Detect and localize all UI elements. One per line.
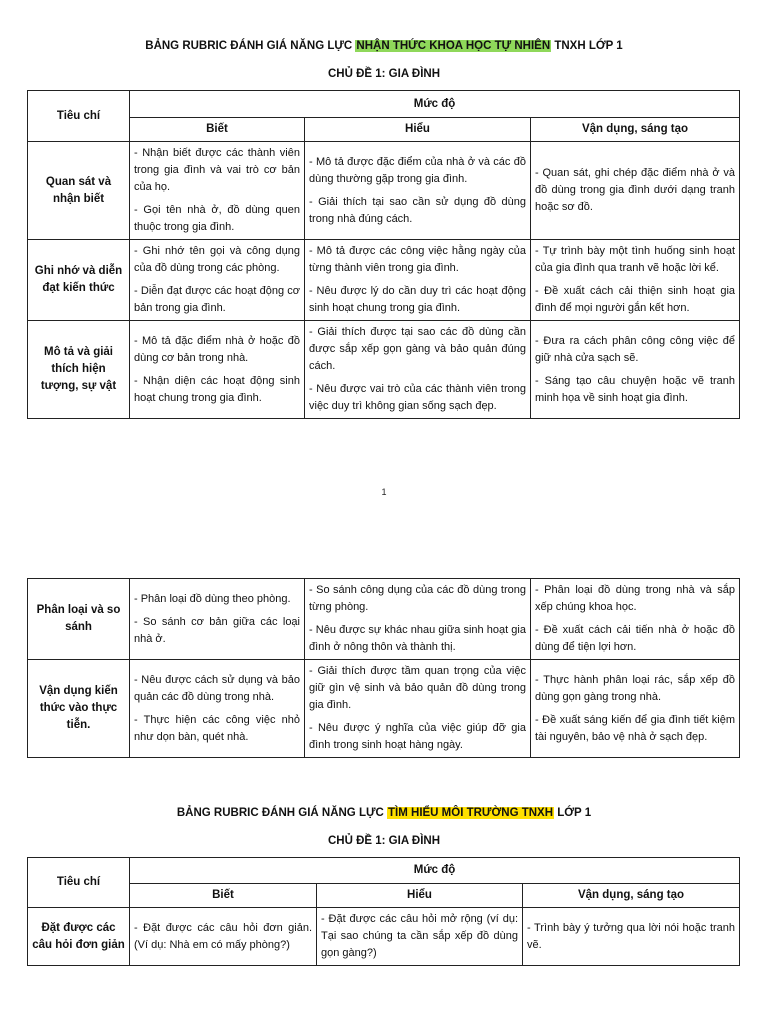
- descriptor-text: - Nêu được ý nghĩa của việc giúp đỡ gia đình trong sinh hoạt hàng ngày.: [309, 722, 526, 751]
- rubric-table-1-continued: [27, 578, 740, 758]
- table-2-body: [28, 908, 740, 966]
- apply-cell: [531, 142, 740, 240]
- apply-cell: [531, 321, 740, 419]
- header-criteria: Tiêu chí: [28, 91, 130, 142]
- header-level: Mức độ: [130, 858, 740, 884]
- know-cell: [130, 908, 317, 966]
- understand-cell: [305, 321, 531, 419]
- header-apply: Vận dụng, sáng tạo: [523, 884, 740, 908]
- topic-title-2: CHỦ ĐỀ 1: GIA ĐÌNH: [327, 835, 441, 847]
- header-criteria: Tiêu chí: [28, 858, 130, 908]
- descriptor-text: - Ghi nhớ tên gọi và công dụng của đồ dùng trong các phòng.: [134, 245, 300, 274]
- table-row: [28, 240, 740, 321]
- descriptor-text: - Đề xuất sáng kiến để gia đình tiết kiệm tài nguyên, bảo vệ nhà ở sạch đẹp.: [535, 713, 735, 743]
- table-row: [28, 908, 740, 966]
- know-cell: [130, 579, 305, 660]
- descriptor-text: - Đặt được các câu hỏi đơn giản. (Ví dụ: Nhà em có mấy phòng?): [134, 921, 312, 951]
- topic-title-1: CHỦ ĐỀ 1: GIA ĐÌNH: [327, 68, 441, 80]
- descriptor-text: - Nhận biết được các thành viên trong gia đình và vai trò cơ bản của họ.: [134, 147, 300, 193]
- understand-cell: [305, 660, 531, 758]
- descriptor-text: - Nêu được sự khác nhau giữa sinh hoạt gia đình ở nông thôn và thành thị.: [309, 624, 526, 653]
- descriptor-text: - Đề xuất cách cải tiến nhà ở hoặc đồ dùng để tiện lợi hơn.: [535, 624, 735, 653]
- title-prefix: BẢNG RUBRIC ĐÁNH GIÁ NĂNG LỰC: [176, 807, 388, 819]
- criteria-cell: Ghi nhớ và diễn đạt kiến thức: [28, 240, 130, 321]
- title-highlight: NHẬN THỨC KHOA HỌC TỰ NHIÊN: [356, 40, 551, 52]
- know-cell: [130, 240, 305, 321]
- understand-cell: [305, 579, 531, 660]
- descriptor-text: - Tự trình bày một tình huống sinh hoạt của gia đình qua tranh vẽ hoặc lời kể.: [535, 245, 736, 274]
- descriptor-text: - Đặt được các câu hỏi mở rộng (ví dụ: Tại sao chúng ta cần sắp xếp đồ dùng gọn gàng?): [321, 913, 518, 959]
- understand-cell: [305, 240, 531, 321]
- criteria-cell: Đặt được các câu hỏi đơn giản: [28, 908, 130, 966]
- apply-cell: [531, 240, 740, 321]
- header-understand: Hiểu: [305, 118, 531, 142]
- descriptor-text: - Thực hiện các công việc nhỏ như dọn bàn, quét nhà.: [134, 713, 300, 743]
- criteria-cell: Quan sát và nhận biết: [28, 142, 130, 240]
- criteria-cell: Phân loại và so sánh: [28, 579, 130, 660]
- descriptor-text: - Phân loại đồ dùng trong nhà và sắp xếp chúng khoa học.: [535, 584, 735, 613]
- descriptor-text: - Sáng tạo câu chuyện hoặc vẽ tranh minh họa về sinh hoạt gia đình.: [535, 374, 736, 404]
- descriptor-text: - Gọi tên nhà ở, đồ dùng quen thuộc trong gia đình.: [134, 204, 300, 233]
- header-apply: Vận dụng, sáng tạo: [531, 118, 740, 142]
- rubric-title-2: [0, 807, 768, 819]
- table-1-continued-body: [28, 579, 740, 758]
- header-know: Biết: [130, 118, 305, 142]
- table-row: [28, 660, 740, 758]
- descriptor-text: - So sánh cơ bản giữa các loại nhà ở.: [134, 615, 300, 645]
- descriptor-text: - Nêu được lý do cần duy trì các hoạt động sinh hoạt chung trong gia đình.: [309, 285, 526, 314]
- apply-cell: [531, 579, 740, 660]
- title-highlight: TÌM HIỂU MÔI TRƯỜNG TNXH: [388, 807, 554, 819]
- know-cell: [130, 660, 305, 758]
- understand-cell: [317, 908, 523, 966]
- rubric-title-1: [0, 40, 768, 52]
- title-prefix: BẢNG RUBRIC ĐÁNH GIÁ NĂNG LỰC: [145, 40, 356, 52]
- descriptor-text: - Đề xuất cách cải thiện sinh hoạt gia đình để mọi người gắn kết hơn.: [535, 285, 736, 314]
- descriptor-text: - Trình bày ý tưởng qua lời nói hoặc tranh vẽ.: [527, 921, 736, 951]
- descriptor-text: - Đưa ra cách phân công công việc để giữ nhà cửa sạch sẽ.: [535, 334, 736, 364]
- descriptor-text: - Mô tả được các công việc hằng ngày của từng thành viên trong gia đình.: [309, 245, 526, 274]
- descriptor-text: - Mô tả đặc điểm nhà ở hoặc đồ dùng cơ bản trong nhà.: [134, 334, 300, 364]
- know-cell: [130, 142, 305, 240]
- title-suffix: TNXH LỚP 1: [551, 40, 623, 52]
- rubric-table-2: [27, 857, 740, 966]
- table-row: [28, 579, 740, 660]
- descriptor-text: - So sánh công dụng của các đồ dùng trong từng phòng.: [309, 584, 526, 613]
- descriptor-text: - Giải thích được tại sao các đồ dùng cần được sắp xếp gọn gàng và bảo quản đúng cách.: [309, 326, 526, 372]
- descriptor-text: - Giải thích tại sao cần sử dụng đồ dùng trong nhà đúng cách.: [309, 195, 526, 225]
- descriptor-text: - Phân loại đồ dùng theo phòng.: [134, 592, 291, 605]
- descriptor-text: - Giải thích được tầm quan trọng của việc giữ gìn vệ sinh và bảo quản đồ dùng trong gia đình.: [309, 665, 526, 711]
- descriptor-text: - Mô tả được đặc điểm của nhà ở và các đồ dùng thường gặp trong gia đình.: [309, 155, 526, 185]
- descriptor-text: - Diễn đạt được các hoạt động cơ bản trong gia đình.: [134, 285, 300, 314]
- criteria-cell: Mô tả và giải thích hiện tượng, sự vật: [28, 321, 130, 419]
- descriptor-text: - Quan sát, ghi chép đặc điểm nhà ở và đồ dùng trong gia đình dưới dạng tranh hoặc sơ đồ.: [535, 167, 736, 213]
- criteria-cell: Vận dụng kiến thức vào thực tiễn.: [28, 660, 130, 758]
- header-understand: Hiểu: [317, 884, 523, 908]
- understand-cell: [305, 142, 531, 240]
- rubric-table-1: [27, 90, 740, 419]
- descriptor-text: - Nhận diện các hoạt động sinh hoạt chung trong gia đình.: [134, 374, 300, 404]
- table-row: [28, 142, 740, 240]
- header-know: Biết: [130, 884, 317, 908]
- descriptor-text: - Thực hành phân loại rác, sắp xếp đồ dùng gọn gàng trong nhà.: [535, 673, 735, 703]
- descriptor-text: - Nêu được vai trò của các thành viên trong việc duy trì không gian sống sạch đẹp.: [309, 383, 526, 412]
- apply-cell: [531, 660, 740, 758]
- page-number: 1: [381, 487, 387, 497]
- table-1-body: [28, 142, 740, 419]
- descriptor-text: - Nêu được cách sử dụng và bảo quản các đồ dùng trong nhà.: [134, 673, 300, 703]
- header-level: Mức độ: [130, 91, 740, 118]
- know-cell: [130, 321, 305, 419]
- table-row: [28, 321, 740, 419]
- apply-cell: [523, 908, 740, 966]
- title-suffix: LỚP 1: [554, 807, 592, 819]
